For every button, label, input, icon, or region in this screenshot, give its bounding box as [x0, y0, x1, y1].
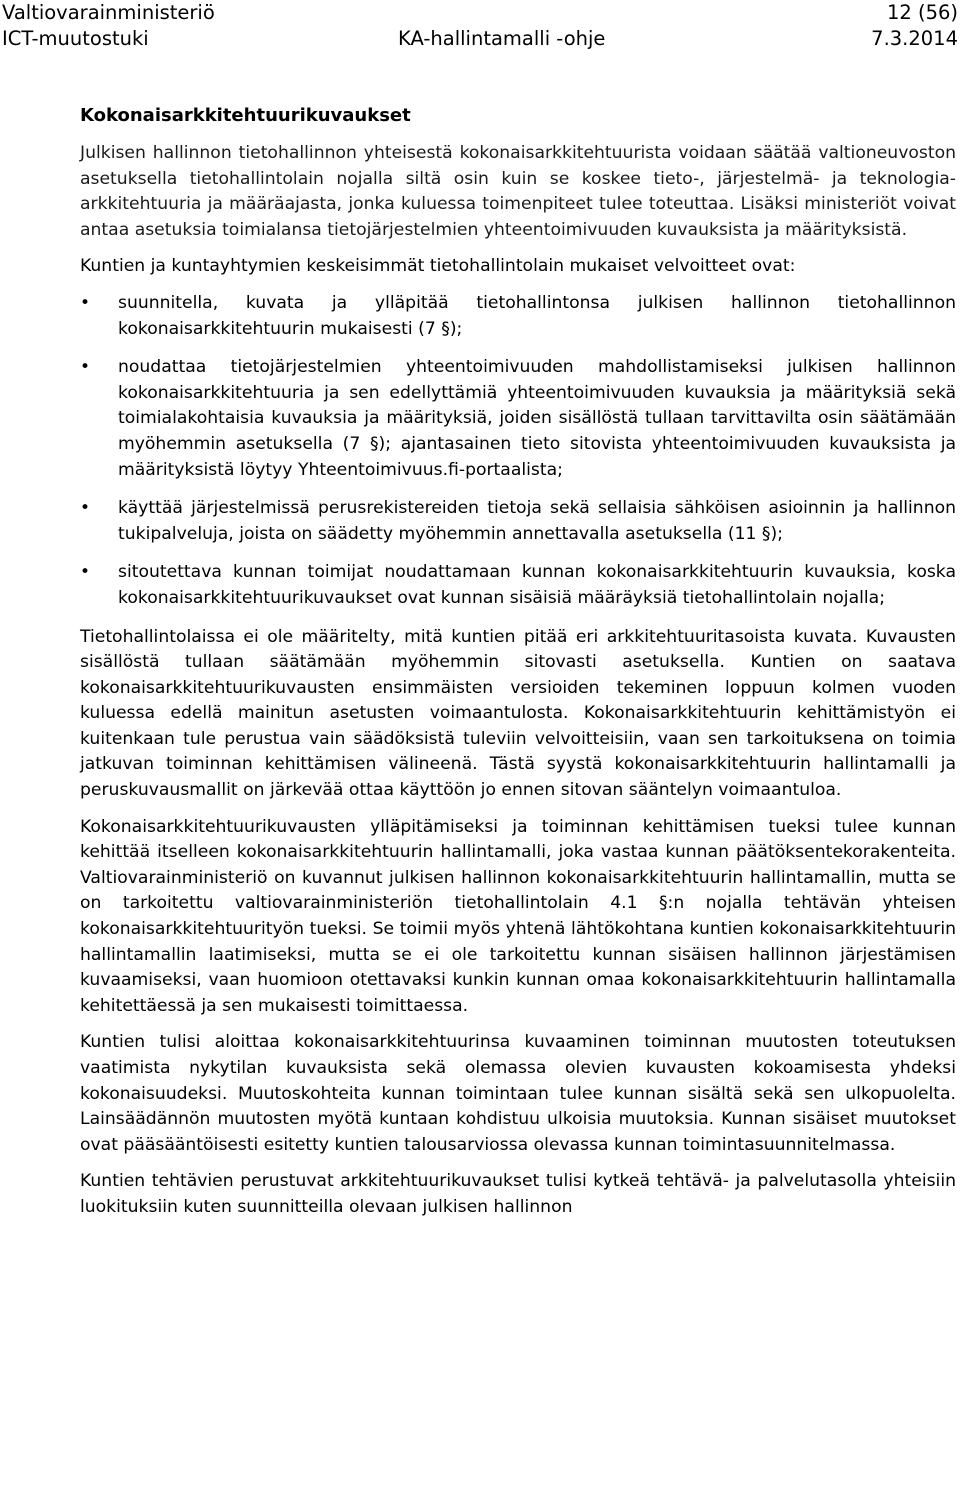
obligations-intro-paragraph: Kuntien ja kuntayhtymien keskeisimmät tietohallintolain mukaiset velvoitteet ovat: [80, 256, 796, 277]
header-row-bottom [0, 26, 960, 52]
list-item [80, 355, 956, 483]
bullet-icon: • [80, 292, 91, 313]
document-title: KA-hallintamalli -ohje [398, 27, 606, 50]
bullet-icon: • [80, 498, 91, 519]
document-series: ICT-muutostuki [2, 27, 149, 50]
bullet-icon: • [80, 562, 91, 583]
list-item-text: suunnitella, kuvata ja ylläpitää tietohallintonsa julkisen hallinnon tietohallinnon kokonaisarkkitehtuurin mukaisesti (7 §); [118, 292, 956, 339]
organization-name: Valtiovarainministeriö [2, 1, 215, 24]
document-date: 7.3.2014 [871, 27, 958, 50]
list-item-text: käyttää järjestelmissä perusrekistereiden tietoja sekä sellaisia sähköisen asioinnin ja hallinnon tukipalveluja, joista on säädetty myöhemmin annettavalla asetuksella (11 §); [118, 498, 956, 544]
document-body [80, 103, 956, 1232]
page-header [0, 0, 960, 52]
page-number: 12 (56) [886, 1, 958, 24]
bullet-icon: • [80, 357, 91, 378]
paragraph-governance-model: Kokonaisarkkitehtuurikuvausten ylläpitämiseksi ja toiminnan kehittämisen tueksi tulee kunnan kehittää itselleen kokonaisarkkitehtuurin hallintamalli, joka vastaa kunnan päätöksentekorakenteita. Valtiovarainministeriö on kuvannut julkisen hallinnon kokonaisarkkitehtuurin hallintamallin, mutta se on tarkoitettu valtiovarainministeriön tietohallintolain 4.1 §:n nojalla tehtävän yhteisen kokonaisarkkitehtuurityön tueksi. Se toimii myös yhtenä lähtökohtana kuntien kokonaisarkkitehtuurin hallintamallin laatimiseksi, mutta se ei ole tarkoitettu kunnan sisäisen hallinnon järjestämisen kuvaamiseksi, vaan huomioon otettavaksi kunkin kunnan omaa kokonaisarkkitehtuurin hallintamalla kehitettäessä ja sen mukaisesti toimittaessa. [80, 816, 956, 1016]
paragraph-architecture-levels: Tietohallintolaissa ei ole määritelty, mitä kuntien pitää eri arkkitehtuuritasoista kuvata. Kuvausten sisällöstä tullaan säätämään myöhemmin sitovasti asetuksella. Kuntien on saatava kokonaisarkkitehtuurikuvausten ensimmäisten versioiden tekeminen loppuun kolmen vuoden kuluessa edellä mainitun asetusten voimaantulosta. Kokonaisarkkitehtuurin kehittämistyön ei kuitenkaan tule perustua vain säädöksistä tuleviin velvoitteisiin, vaan sen tarkoituksena on toimia jatkuvan toiminnan kehittämisen välineenä. Tästä syystä kokonaisarkkitehtuurin hallintamalli ja peruskuvausmallit on järkevää ottaa käyttöön jo ennen sitovan sääntelyn voimaantuloa. [80, 626, 956, 801]
list-item-text: sitoutettava kunnan toimijat noudattamaan kunnan kokonaisarkkitehtuurin kuvauksia, koska kokonaisarkkitehtuurikuvaukset ovat kunnan sisäisiä määräyksiä tietohallintolain nojalla; [118, 562, 956, 608]
list-item [80, 496, 956, 547]
section-heading: Kokonaisarkkitehtuurikuvaukset [80, 105, 411, 126]
paragraph-start-description: Kuntien tulisi aloittaa kokonaisarkkitehtuurinsa kuvaaminen toiminnan muutosten toteutuksen vaatimista nykytilan kuvauksista sekä olemassa olevien kuvausten kokoamisesta yhdeksi kokonaisuudeksi. Muutoskohteita kunnan toimintaan tulee kunnan sisältä sekä sen ulkopuolelta. Lainsäädännön muutosten myötä kuntaan kohdistuu ulkoisia muutoksia. Kunnan sisäiset muutokset ovat pääsääntöisesti esitetty kuntien talousarviossa olevassa kunnan toimintasuunnitelmassa. [80, 1032, 956, 1155]
list-item [80, 560, 956, 611]
intro-paragraph: Julkisen hallinnon tietohallinnon yhteisestä kokonaisarkkitehtuurista voidaan säätää valtioneuvoston asetuksella tietohallintolain nojalla siltä osin kuin se koskee tieto-, järjestelmä- ja teknologia-arkkitehtuuria ja määräajasta, jonka kuluessa toimenpiteet tulee toteuttaa. Lisäksi ministeriöt voivat antaa asetuksia toimialansa tietojärjestelmien yhteentoimivuuden kuvauksista ja määrityksistä. [80, 143, 956, 240]
obligations-list [80, 291, 956, 612]
list-item-text: noudattaa tietojärjestelmien yhteentoimivuuden mahdollistamiseksi julkisen hallinnon kokonaisarkkitehtuuria ja sen edellyttämiä yhteentoimivuuden kuvauksia ja määrityksiä sekä toimialakohtaisia kuvauksia ja määrityksiä, joiden sisällöstä tullaan tarvittavilta osin säätämään myöhemmin asetuksella (7 §); ajantasainen tieto sitovista yhteentoimivuuden kuvauksista ja määrityksistä löytyy Yhteentoimivuus.fi-portaalista; [118, 357, 956, 480]
header-row-top [0, 0, 960, 26]
list-item [80, 291, 956, 342]
paragraph-classification: Kuntien tehtävien perustuvat arkkitehtuurikuvaukset tulisi kytkeä tehtävä- ja palvelutasolla yhteisiin luokituksiin kuten suunnitteilla olevaan julkisen hallinnon [80, 1171, 956, 1217]
